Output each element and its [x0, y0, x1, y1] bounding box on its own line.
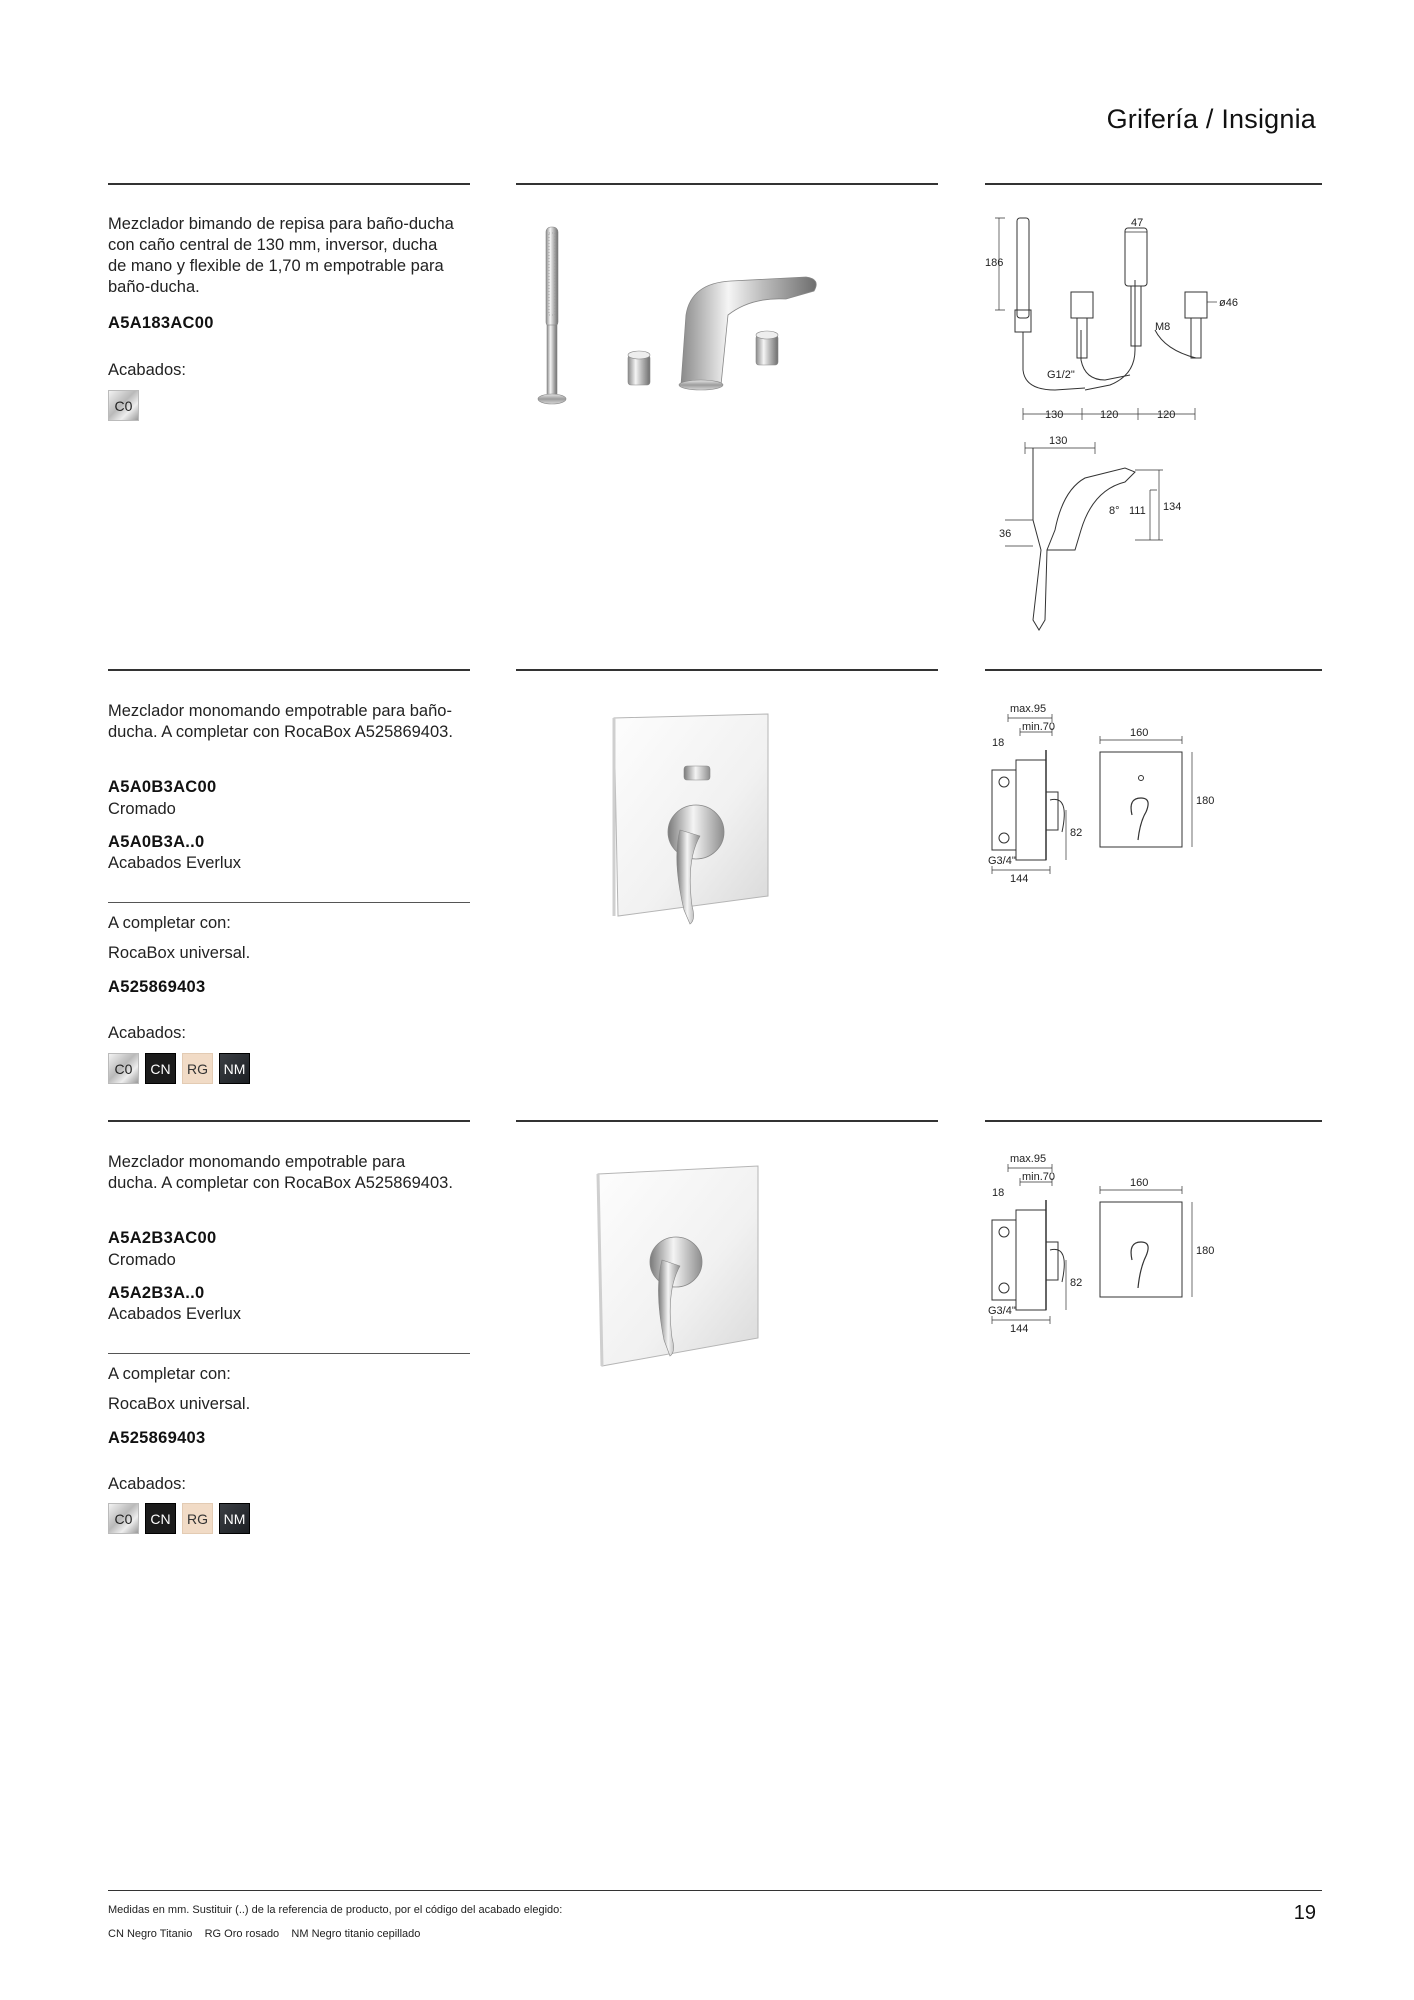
dimension-label: 144 [1010, 1323, 1029, 1335]
dimension-label: max.95 [1010, 1153, 1047, 1165]
dimension-label: 134 [1163, 501, 1182, 513]
section-divider [108, 669, 470, 671]
technical-drawing-concealed-bath-shower-mixer [980, 700, 1240, 885]
product-description: Mezclador monomando empotrable para ducha. A completar con RocaBox A525869403. [108, 1153, 453, 1192]
dimension-label: G1/2" [1047, 369, 1075, 381]
finish-swatch-rg[interactable]: RG [182, 1503, 213, 1534]
finish-swatches [108, 1053, 250, 1084]
section-divider [108, 183, 470, 185]
technical-drawing-concealed-shower-mixer [980, 1150, 1240, 1335]
dimension-label: 144 [1010, 873, 1029, 885]
product-code: A5A0B3AC00 [108, 778, 217, 796]
footer-note: Medidas en mm. Sustituir (..) de la referencia de producto, por el código del acabado elegido: [108, 1904, 563, 1916]
dimension-label: 82 [1070, 827, 1083, 839]
dimension-label: 120 [1157, 409, 1176, 421]
dimension-label: min.70 [1022, 721, 1056, 733]
section-divider [108, 1120, 470, 1122]
section-divider [985, 183, 1322, 185]
product-code: A5A2B3A..0 [108, 1284, 205, 1302]
dimension-label: 8° [1109, 505, 1120, 517]
finish-swatch-nm[interactable]: NM [219, 1503, 250, 1534]
product-finish-name: Acabados Everlux [108, 1305, 241, 1323]
complete-with-code: A525869403 [108, 978, 206, 996]
section-divider [985, 1120, 1322, 1122]
dimension-label: 130 [1045, 409, 1064, 421]
product-photo-concealed-shower-mixer [590, 1160, 780, 1380]
finish-swatches [108, 1503, 250, 1534]
dimension-label: 180 [1196, 1245, 1215, 1257]
product-finish-name: Acabados Everlux [108, 854, 241, 872]
section-divider [516, 669, 938, 671]
spout [681, 277, 816, 385]
finish-swatch-co[interactable]: C0 [108, 390, 139, 421]
hand-shower [546, 227, 558, 327]
technical-drawing-bath-shower-mixer [985, 210, 1285, 640]
dimension-label: 82 [1070, 1277, 1083, 1289]
page-title: Grifería / Insignia [1106, 104, 1316, 134]
product-code: A5A0B3A..0 [108, 833, 205, 851]
product-description: Mezclador monomando empotrable para baño-ducha. A completar con RocaBox A525869403. [108, 702, 453, 741]
dimension-label: 186 [985, 257, 1004, 269]
dimension-label: 36 [999, 528, 1012, 540]
finish-swatches [108, 390, 139, 421]
section-divider [516, 1120, 938, 1122]
complete-with-code: A525869403 [108, 1429, 206, 1447]
product-code: A5A183AC00 [108, 314, 214, 332]
dimension-label: 130 [1049, 435, 1068, 447]
right-handle [756, 335, 778, 365]
finish-swatch-rg[interactable]: RG [182, 1053, 213, 1084]
complete-with-item: RocaBox universal. [108, 944, 251, 962]
subsection-divider [108, 902, 470, 903]
product-code: A5A2B3AC00 [108, 1229, 217, 1247]
footer-finish-legend: CN Negro Titanio RG Oro rosado NM Negro titanio cepillado [108, 1928, 421, 1940]
complete-with-label: A completar con: [108, 914, 231, 932]
finishes-label: Acabados: [108, 1475, 186, 1493]
dimension-label: max.95 [1010, 703, 1047, 715]
finish-swatch-cn[interactable]: CN [145, 1053, 176, 1084]
mixer-body [668, 805, 724, 859]
finish-swatch-cn[interactable]: CN [145, 1503, 176, 1534]
dimension-label: G3/4" [988, 855, 1016, 867]
product-description: Mezclador bimando de repisa para baño-ducha con caño central de 130 mm, inversor, ducha de mano y flexible de 1,70 m empotrable para baño-ducha. [108, 215, 454, 296]
dimension-label: 111 [1129, 505, 1146, 517]
dimension-label: 160 [1130, 727, 1149, 739]
left-handle [628, 355, 650, 385]
finishes-label: Acabados: [108, 361, 186, 379]
page-number: 19 [1293, 1902, 1316, 1924]
finishes-label: Acabados: [108, 1024, 186, 1042]
mixer-body [650, 1237, 702, 1287]
dimension-label: 18 [992, 737, 1005, 749]
complete-with-item: RocaBox universal. [108, 1395, 251, 1413]
dimension-label: ø46 [1219, 297, 1238, 309]
dimension-label: min.70 [1022, 1171, 1056, 1183]
dimension-label: 18 [992, 1187, 1005, 1199]
section-divider [985, 669, 1322, 671]
product-finish-name: Cromado [108, 1251, 176, 1269]
diverter-knob [684, 766, 710, 780]
dimension-label: M8 [1155, 321, 1171, 333]
section-divider [516, 183, 938, 185]
finish-swatch-nm[interactable]: NM [219, 1053, 250, 1084]
product-finish-name: Cromado [108, 800, 176, 818]
dimension-label: G3/4" [988, 1305, 1016, 1317]
dimension-label: 160 [1130, 1177, 1149, 1189]
footer-divider [108, 1890, 1322, 1891]
dimension-label: 47 [1131, 217, 1144, 229]
dimension-label: 120 [1100, 409, 1119, 421]
dimension-label: 180 [1196, 795, 1215, 807]
finish-swatch-co[interactable]: C0 [108, 1503, 139, 1534]
complete-with-label: A completar con: [108, 1365, 231, 1383]
finish-swatch-co[interactable]: C0 [108, 1053, 139, 1084]
product-photo-bath-shower-mixer [516, 215, 876, 415]
product-photo-concealed-bath-shower-mixer [600, 710, 790, 940]
subsection-divider [108, 1353, 470, 1354]
